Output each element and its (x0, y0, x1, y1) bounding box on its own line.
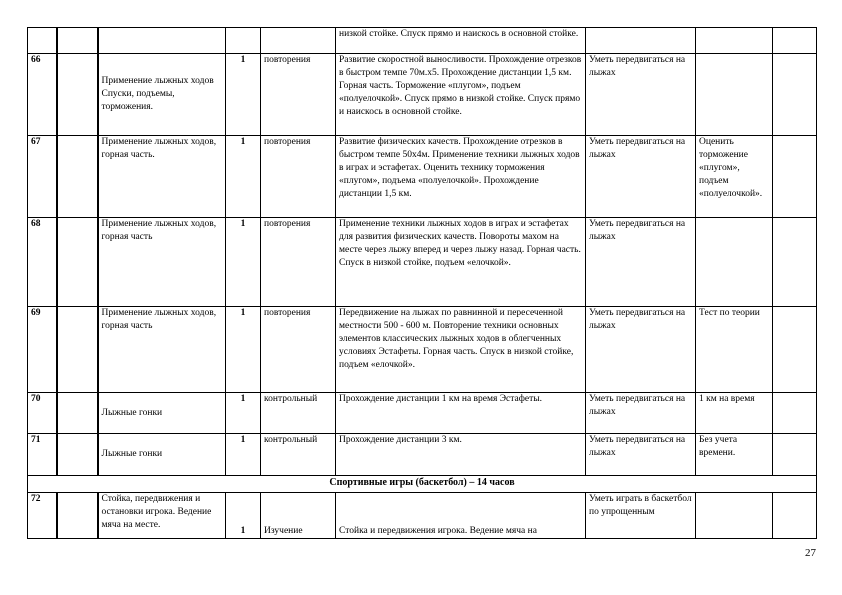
table-row (28, 218, 817, 307)
cell-topic: Стойка, передвижения и остановки игрока. Ведение мяча на месте. (98, 493, 226, 539)
page-number: 27 (805, 547, 816, 559)
cell-num: 69 (28, 307, 57, 393)
cell-topic: Применение лыжных ходов, горная часть (98, 218, 226, 307)
cell-type: повторения (261, 307, 336, 393)
cell-extra (773, 393, 817, 434)
cell-num: 67 (28, 136, 57, 218)
cell-control (696, 28, 773, 54)
cell-control (696, 54, 773, 136)
cell-content: низкой стойке. Спуск прямо и наискось в основной стойке. (336, 28, 586, 54)
cell-content: Прохождение дистанции 1 км на время Эстафеты. (336, 393, 586, 434)
table-row (28, 434, 817, 476)
cell-type: контрольный (261, 434, 336, 476)
cell-type: повторения (261, 136, 336, 218)
cell-num: 71 (28, 434, 57, 476)
cell-topic: Лыжные гонки (98, 393, 226, 434)
cell-control: Тест по теории (696, 307, 773, 393)
cell-content: Прохождение дистанции 3 км. (336, 434, 586, 476)
table-row (28, 54, 817, 136)
cell-skills: Уметь играть в баскетбол по упрощенным (586, 493, 696, 539)
cell-hours: 1 (226, 434, 261, 476)
cell-num: 68 (28, 218, 57, 307)
cell-num: 70 (28, 393, 57, 434)
cell-extra (773, 136, 817, 218)
cell-topic: Применение лыжных ходов Спуски, подъемы, торможения. (98, 54, 226, 136)
lesson-plan-table (27, 27, 817, 539)
cell-hours: 1 (226, 54, 261, 136)
cell-num (28, 28, 57, 54)
cell-content: Передвижение на лыжах по равнинной и пересеченной местности 500 - 600 м. Повторение техники основных элементов классических лыжных ходов в облегченных условиях Эстафеты. Горная часть. Спуск в низкой стойке, подъем «елочкой». (336, 307, 586, 393)
cell-content: Развитие скоростной выносливости. Прохождение отрезков в быстром темпе 70м.х5. Прохождение дистанции 1,5 км. Горная часть. Торможение «плугом», подъем «полуелочкой». Спуск прямо в низкой стойке. Спуск прямо и наискось в основной стойке. (336, 54, 586, 136)
cell-hours: 1 (226, 393, 261, 434)
cell-topic: Применение лыжных ходов, горная часть. (98, 136, 226, 218)
cell-blank (57, 218, 98, 307)
cell-skills: Уметь передвигаться на лыжах (586, 307, 696, 393)
cell-blank (57, 307, 98, 393)
section-row (28, 476, 817, 493)
cell-num: 66 (28, 54, 57, 136)
cell-blank (57, 393, 98, 434)
cell-control: 1 км на время (696, 393, 773, 434)
cell-skills: Уметь передвигаться на лыжах (586, 136, 696, 218)
cell-control: Оценить торможение «плугом», подъем «полуелочкой». (696, 136, 773, 218)
cell-topic: Применение лыжных ходов, горная часть (98, 307, 226, 393)
cell-hours: 1 (226, 218, 261, 307)
cell-blank (57, 434, 98, 476)
cell-content: Применение техники лыжных ходов в играх и эстафетах для развития физических качеств. Повороты махом на месте через лыжу вперед и через лыжу назад. Горная часть. Спуск в низкой стойке, подъем «елочкой». (336, 218, 586, 307)
cell-blank (57, 136, 98, 218)
table-row (28, 136, 817, 218)
cell-control (696, 493, 773, 539)
cell-type: контрольный (261, 393, 336, 434)
table-row (28, 493, 817, 539)
cell-skills: Уметь передвигаться на лыжах (586, 434, 696, 476)
cell-skills: Уметь передвигаться на лыжах (586, 218, 696, 307)
cell-blank (57, 493, 98, 539)
cell-extra (773, 218, 817, 307)
cell-extra (773, 434, 817, 476)
cell-extra (773, 307, 817, 393)
cell-blank (57, 28, 98, 54)
cell-hours: 1 (226, 136, 261, 218)
cell-type (261, 28, 336, 54)
cell-type: повторения (261, 54, 336, 136)
cell-skills: Уметь передвигаться на лыжах (586, 54, 696, 136)
cell-hours: 1 (226, 493, 261, 539)
cell-control (696, 218, 773, 307)
cell-type: повторения (261, 218, 336, 307)
cell-hours (226, 28, 261, 54)
cell-topic: Лыжные гонки (98, 434, 226, 476)
cell-content: Стойка и передвижения игрока. Ведение мяча на (336, 493, 586, 539)
table-row (28, 307, 817, 393)
cell-control: Без учета времени. (696, 434, 773, 476)
cell-extra (773, 54, 817, 136)
table-row (28, 28, 817, 54)
table-row (28, 393, 817, 434)
cell-blank (57, 54, 98, 136)
cell-hours: 1 (226, 307, 261, 393)
section-title: Спортивные игры (баскетбол) – 14 часов (28, 476, 817, 493)
cell-type: Изучение (261, 493, 336, 539)
cell-extra (773, 493, 817, 539)
cell-topic (98, 28, 226, 54)
cell-extra (773, 28, 817, 54)
cell-skills: Уметь передвигаться на лыжах (586, 393, 696, 434)
cell-num: 72 (28, 493, 57, 539)
cell-skills (586, 28, 696, 54)
cell-content: Развитие физических качеств. Прохождение отрезков в быстром темпе 50х4м. Применение техники лыжных ходов в играх и эстафетах. Оценить технику торможения «плугом», подъема «полуелочкой». Прохождение дистанции 1,5 км. (336, 136, 586, 218)
